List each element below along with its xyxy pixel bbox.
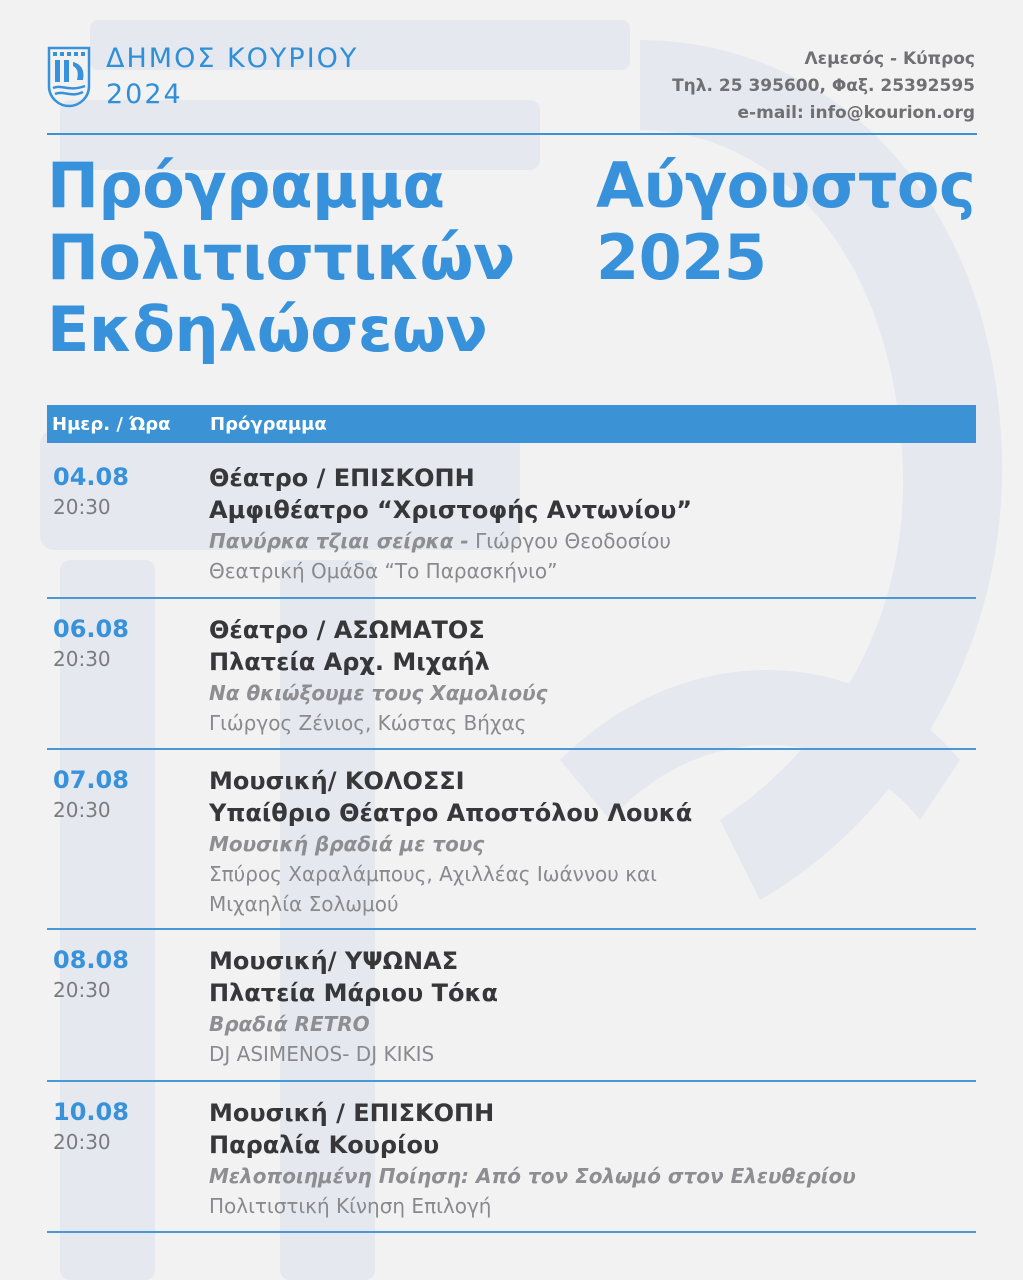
column-header-date: Ημερ. / Ώρα	[52, 414, 171, 435]
month-name: Αύγουστος	[596, 149, 976, 222]
event-time: 20:30	[53, 798, 111, 822]
month-year: 2025	[596, 221, 767, 294]
event-title-line	[209, 1161, 969, 1191]
event-title: Βραδιά RETRO	[209, 1012, 370, 1036]
event-divider	[47, 597, 976, 599]
contact-phone: Τηλ. 25 395600, Φαξ. 25392595	[672, 76, 975, 96]
event-date: 08.08	[53, 946, 129, 974]
page-title	[47, 150, 515, 366]
org-year: 2024	[106, 79, 183, 110]
event-detail: Μιχαηλία Σολωμού	[209, 892, 399, 916]
event-category: Θέατρο / ΕΠΙΣΚΟΠΗ	[209, 464, 475, 492]
event-time: 20:30	[53, 495, 111, 519]
event-venue: Υπαίθριο Θέατρο Αποστόλου Λουκά	[209, 799, 693, 827]
event-divider	[47, 928, 976, 930]
event-time: 20:30	[53, 647, 111, 671]
contact-email[interactable]: e-mail: info@kourion.org	[737, 103, 975, 123]
org-name: ΔΗΜΟΣ ΚΟΥΡΙΟΥ	[106, 43, 359, 74]
event-venue: Αμφιθέατρο “Χριστοφής Αντωνίου”	[209, 496, 693, 524]
event-detail: Θεατρική Ομάδα “Το Παρασκήνιο”	[209, 559, 558, 583]
event-venue: Παραλία Κουρίου	[209, 1131, 440, 1159]
event-title-author: Γιώργου Θεοδοσίου	[468, 529, 671, 553]
header-divider	[47, 133, 977, 135]
title-line-3: Εκδηλώσεων	[47, 293, 488, 366]
event-divider	[47, 1080, 976, 1082]
event-title-line	[209, 678, 969, 708]
event-title-line	[209, 526, 969, 556]
title-line-1: Πρόγραμμα	[47, 149, 445, 222]
event-divider	[47, 748, 976, 750]
event-title-line	[209, 1009, 969, 1039]
event-category: Μουσική/ ΥΨΩΝΑΣ	[209, 947, 459, 975]
event-title: Μελοποιημένη Ποίηση: Από τον Σολωμό στον Ελευθερίου	[209, 1164, 856, 1188]
event-date: 10.08	[53, 1098, 129, 1126]
event-divider	[47, 1231, 976, 1233]
event-category: Θέατρο / ΑΣΩΜΑΤΟΣ	[209, 616, 485, 644]
event-title: Να θκιώξουμε τους Χαμολιούς	[209, 681, 548, 705]
event-date: 04.08	[53, 463, 129, 491]
event-venue: Πλατεία Αρχ. Μιχαήλ	[209, 648, 490, 676]
event-detail: Γιώργος Ζένιος, Κώστας Βήχας	[209, 711, 527, 735]
event-title: Μουσική βραδιά με τους	[209, 832, 485, 856]
event-title: Πανύρκα τζιαι σείρκα -	[209, 529, 469, 553]
event-detail: Πολιτιστική Κίνηση Επιλογή	[209, 1194, 492, 1218]
event-time: 20:30	[53, 978, 111, 1002]
event-time: 20:30	[53, 1130, 111, 1154]
event-venue: Πλατεία Μάριου Τόκα	[209, 979, 498, 1007]
table-header	[47, 405, 976, 443]
event-date: 06.08	[53, 615, 129, 643]
month-title	[596, 150, 975, 294]
municipality-logo-icon	[47, 46, 91, 108]
contact-info	[672, 46, 975, 127]
event-date: 07.08	[53, 766, 129, 794]
event-category: Μουσική/ ΚΟΛΟΣΣΙ	[209, 767, 465, 795]
event-detail: Σπύρος Χαραλάμπους, Αχιλλέας Ιωάννου και	[209, 862, 657, 886]
event-detail: DJ ASIMENOS- DJ KIKIS	[209, 1042, 435, 1066]
column-header-program: Πρόγραμμα	[210, 414, 327, 435]
contact-location: Λεμεσός - Κύπρος	[804, 49, 975, 69]
event-category: Μουσική / ΕΠΙΣΚΟΠΗ	[209, 1099, 495, 1127]
title-line-2: Πολιτιστικών	[47, 221, 515, 294]
event-title-line	[209, 829, 969, 859]
